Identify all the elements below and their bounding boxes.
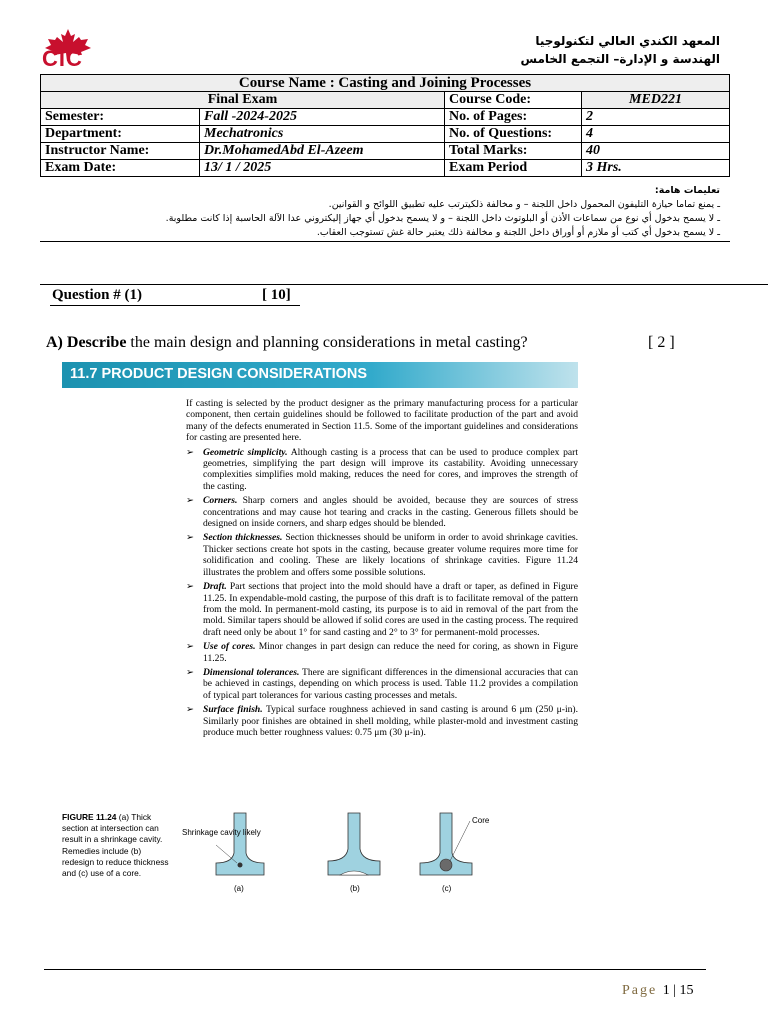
pages-value: 2 bbox=[582, 109, 730, 126]
semester-value: Fall -2024-2025 bbox=[200, 109, 445, 126]
department-value: Mechatronics bbox=[200, 126, 445, 143]
marks-label: Total Marks: bbox=[445, 143, 582, 160]
list-item: ➢ Geometric simplicity. Although casting is a process that can be used to produce complex part geometries, simplifying the part design will improve its castability. Avoiding unnecessary complexities simplifies mold making, reduces the need for cores, and improves the strength of the casting. bbox=[186, 446, 578, 492]
questions-label: No. of Questions: bbox=[445, 126, 582, 143]
date-value: 13/ 1 / 2025 bbox=[200, 160, 445, 177]
institute-name: المعهد الكندي العالي لتكنولوجيا الهندسة و الإدارة– التجمع الخامس bbox=[520, 34, 720, 66]
section-title-bar bbox=[62, 362, 578, 388]
semester-label: Semester: bbox=[41, 109, 200, 126]
department-label: Department: bbox=[41, 126, 200, 143]
instructor-value: Dr.MohamedAbd El-Azeem bbox=[200, 143, 445, 160]
casting-figure bbox=[180, 805, 510, 895]
excerpt-intro: If casting is selected by the product designer as the primary manufacturing process for a particular component, then certain guidelines should be followed to facilitate production of the part and avoid many of the defects enumerated in Section 11.5. Some of the important guidelines and considerations for casting are presented here. bbox=[186, 398, 578, 444]
marks-value: 40 bbox=[582, 143, 730, 160]
instructions-title: تعليمات هامة: bbox=[654, 185, 720, 196]
excerpt-body bbox=[186, 398, 578, 738]
label-b: (b) bbox=[350, 884, 360, 893]
date-label: Exam Date: bbox=[41, 160, 200, 177]
question-marks: [ 10] bbox=[262, 287, 291, 303]
instruction-item: ـ يمنع تماما حيازة التليفون المحمول داخل اللجنة – و مخالفة ذلكيترتب عليه تطبيق اللوائح و القوانين. bbox=[328, 199, 720, 210]
footer-divider bbox=[44, 969, 706, 970]
list-item: ➢ Draft. Part sections that project into the mold should have a draft or taper, as defined in Figure 11.25. In expendable-mold casting, the purpose of this draft is to facilitate removal of the pattern from the mold. In permanent-mold casting, its purpose is to aid in removal of the part from the mold. Similar tapers should be allowed if solid cores are used in the casting process. The required draft need only be about 1° for sand casting and 2° to 3° for permanent-mold processes. bbox=[186, 581, 578, 638]
course-code: MED221 bbox=[582, 92, 730, 109]
section-title: 11.7 PRODUCT DESIGN CONSIDERATIONS bbox=[70, 366, 368, 382]
instruction-item: ـ لا يسمح بدخول أي كتب أو ملازم أو أوراق داخل اللجنة و مخالفة ذلك يعتبر حالة غش تستوجب العقاب. bbox=[316, 227, 720, 238]
logo-text: CIC bbox=[42, 46, 83, 71]
list-item: ➢ Surface finish. Typical surface roughness achieved in sand casting is around 6 μm (250 μ-in). Similarly poor finishes are obtained in shell molding, while plaster-mold and investment casting produce much better roughness values: 0.75 μm (30 μ-in). bbox=[186, 704, 579, 738]
questions-value: 4 bbox=[582, 126, 730, 143]
course-code-label: Course Code: bbox=[445, 92, 582, 109]
pages-label: No. of Pages: bbox=[445, 109, 582, 126]
exam-type: Final Exam bbox=[41, 92, 445, 109]
divider bbox=[40, 241, 730, 242]
label-a: (a) bbox=[234, 884, 244, 893]
instructor-label: Instructor Name: bbox=[41, 143, 200, 160]
question-title: Question # (1) bbox=[52, 287, 142, 303]
page-number: Page 1 | 15 bbox=[622, 983, 694, 998]
core-label: Core bbox=[472, 816, 490, 825]
question-part-a: A) Describe the main design and planning considerations in metal casting? bbox=[46, 334, 528, 351]
figure-caption: FIGURE 11.24 (a) Thick section at intersection can result in a shrinkage cavity. Remedies include (b) redesign to reduce thickness and (c) use of a core. bbox=[62, 812, 169, 879]
list-item: ➢ Section thicknesses. Section thicknesses should be uniform in order to avoid shrinkage cavities. Thicker sections create hot spots in the casting, because greater volume requires more time for solidification and cooling. These are likely locations of shrinkage cavities. Figure 11.24 illustrates the problem and offers some possible solutions. bbox=[186, 532, 578, 578]
exam-instructions bbox=[40, 184, 720, 240]
list-item: ➢ Dimensional tolerances. There are significant differences in the dimensional accuracies that can be achieved in castings, depending on which process is used. Table 11.2 provides a compilation of typical part tolerances for various casting processes and metals. bbox=[186, 666, 578, 701]
period-label: Exam Period bbox=[445, 160, 582, 177]
label-c: (c) bbox=[442, 884, 452, 893]
period-value: 3 Hrs. bbox=[582, 160, 730, 177]
instruction-item: ـ لا يسمح بدخول أي نوع من سماعات الأذن أو البلوتوث داخل اللجنة – و لا يسمح بدخول أي جهاز إليكتروني عدا الآلة الحاسبة إذا كانت مطلوبة. bbox=[165, 213, 720, 224]
course-name: Course Name : Casting and Joining Processes bbox=[41, 75, 730, 92]
list-item: ➢ Use of cores. Minor changes in part design can reduce the need for coring, as shown in Figure 11.25. bbox=[186, 641, 579, 664]
divider bbox=[40, 284, 768, 285]
list-item: ➢ Corners. Sharp corners and angles should be avoided, because they are sources of stress concentrations and may cause hot tearing and cracks in the casting. Generous fillets should be designed on inside corners, and sharp edges should be blended. bbox=[186, 495, 578, 530]
shrinkage-label: Shrinkage cavity likely bbox=[182, 828, 261, 837]
course-info-table bbox=[40, 74, 730, 177]
part-a-marks: [ 2 ] bbox=[648, 334, 675, 351]
question-underline bbox=[50, 305, 300, 306]
